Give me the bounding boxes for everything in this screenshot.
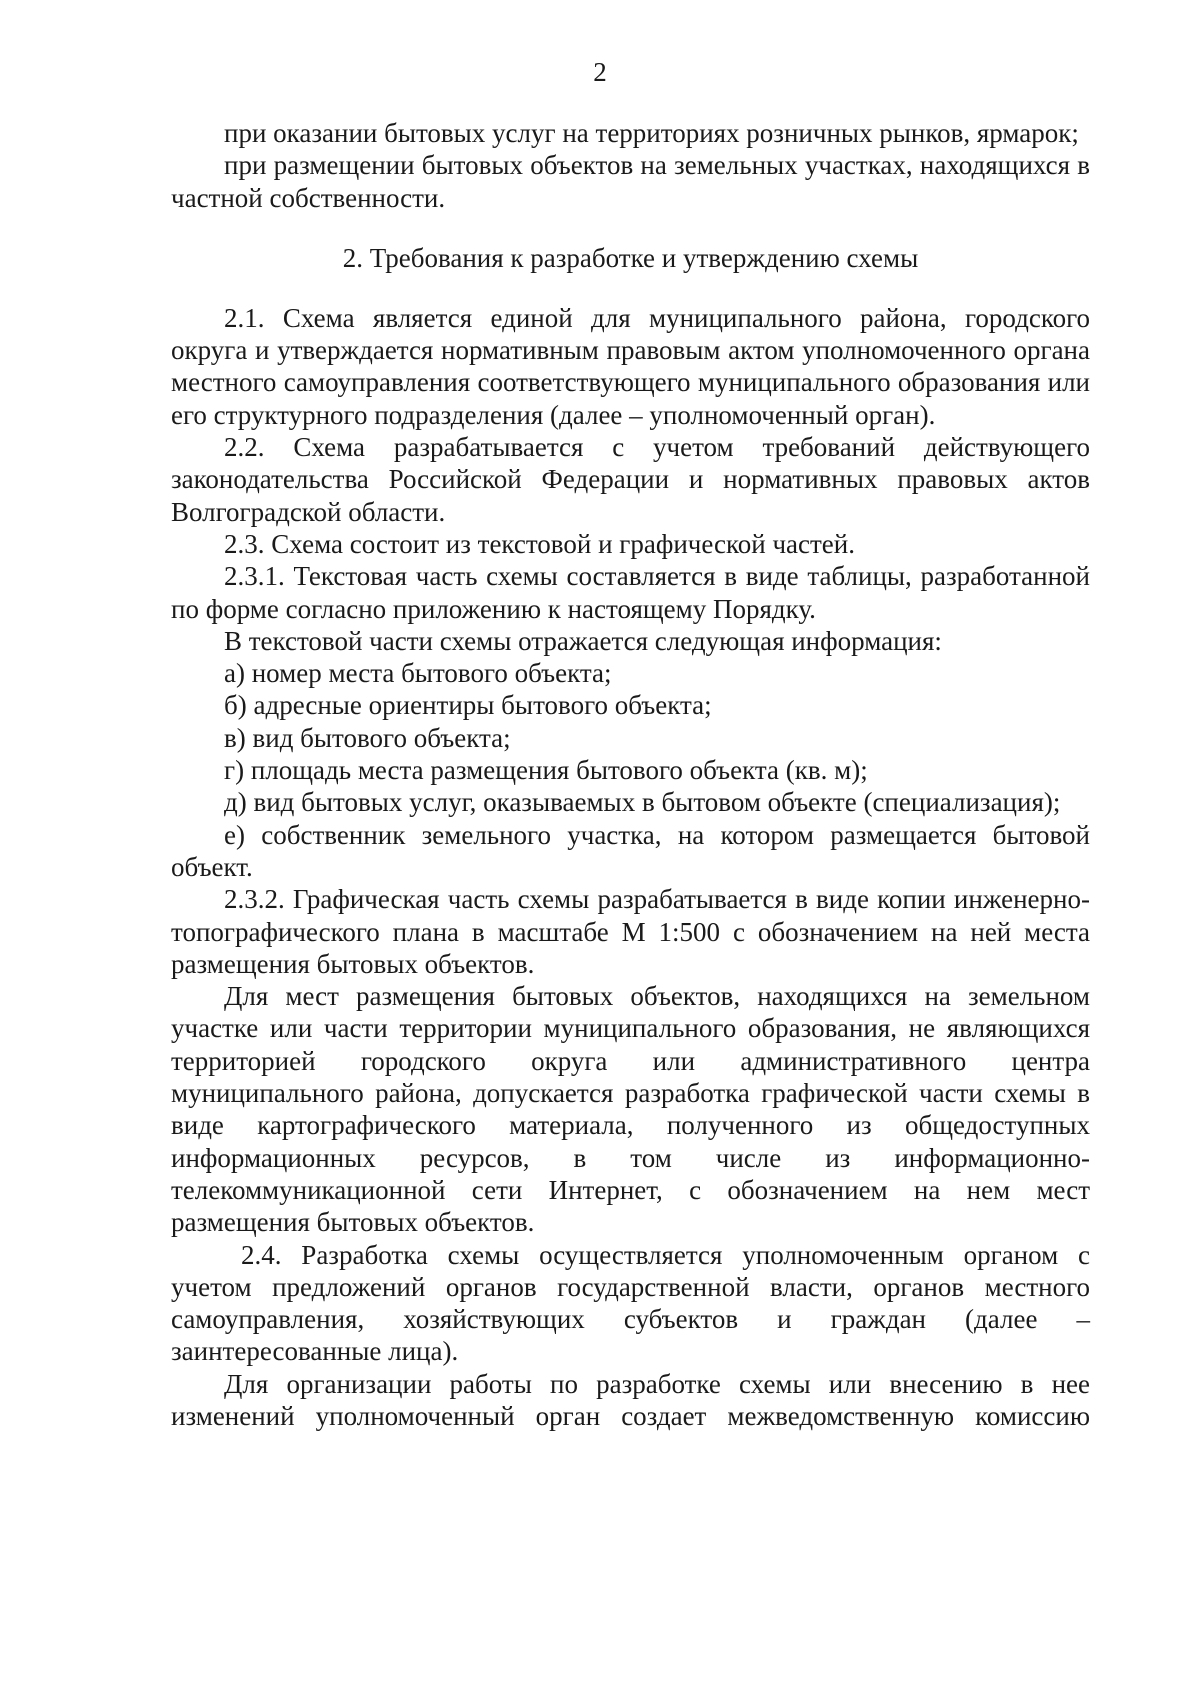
list-item-v: в) вид бытового объекта;	[224, 722, 511, 753]
list-item-d: д) вид бытовых услуг, оказываемых в бытовом объекте (специализация);	[224, 787, 1061, 818]
list-item-b: б) адресные ориентиры бытового объекта;	[224, 690, 712, 721]
list-item-e: е) собственник земельного участка, на котором размещается бытовой объект.	[171, 819, 1090, 882]
section-heading: 2. Требования к разработке и утверждению схемы	[342, 242, 919, 273]
paragraph-2-3-1: 2.3.1. Текстовая часть схемы составляется в виде таблицы, разработанной по форме согласно приложению к настоящему Порядку.	[171, 561, 1090, 624]
list-item-g: г) площадь места размещения бытового объекта (кв. м);	[224, 755, 868, 786]
paragraph-2-4: 2.4. Разработка схемы осуществляется уполномоченным органом с учетом предложений органов государственной власти, органов местного самоуправления, хозяйствующих субъектов и граждан (далее – заинтересованные лица).	[171, 1239, 1090, 1367]
paragraph-2-1: 2.1. Схема является единой для муниципального района, городского округа и утверждается нормативным правовым актом уполномоченного органа местного самоуправления соответствующего муниципального образования или его структурного подразделения (далее – уполномоченный орган).	[171, 302, 1090, 430]
list-item-a: а) номер места бытового объекта;	[224, 658, 612, 689]
page-number: 2	[593, 57, 607, 87]
paragraph-2-3: 2.3. Схема состоит из текстовой и графической частей.	[224, 528, 855, 559]
paragraph-intro-2: при размещении бытовых объектов на земельных участках, находящихся в частной собственности.	[171, 150, 1090, 213]
paragraph-2-2: 2.2. Схема разрабатывается с учетом требований действующего законодательства Российской Федерации и нормативных правовых актов Волгоградской области.	[171, 432, 1090, 527]
paragraph-commission: Для организации работы по разработке схемы или внесению в нее изменений уполномоченный орган создает межведомственную комиссию	[171, 1368, 1090, 1431]
document-body	[171, 117, 1090, 1432]
paragraph-graphic-exception: Для мест размещения бытовых объектов, находящихся на земельном участке или части территории муниципального образования, не являющихся территорией городского округа или административного центра муниципального района, допускается разработка графической части схемы в виде картографического материала, полученного из общедоступных информационных ресурсов, в том числе из информационно-телекоммуникационной сети Интернет, с обозначением на нем мест размещения бытовых объектов.	[171, 981, 1090, 1238]
paragraph-intro-1: при оказании бытовых услуг на территориях розничных рынков, ярмарок;	[224, 118, 1079, 148]
paragraph-2-3-2: 2.3.2. Графическая часть схемы разрабатывается в виде копии инженерно-топографического плана в масштабе М 1:500 с обозначением на ней места размещения бытовых объектов.	[171, 884, 1090, 979]
paragraph-text-info: В текстовой части схемы отражается следующая информация:	[224, 625, 942, 656]
